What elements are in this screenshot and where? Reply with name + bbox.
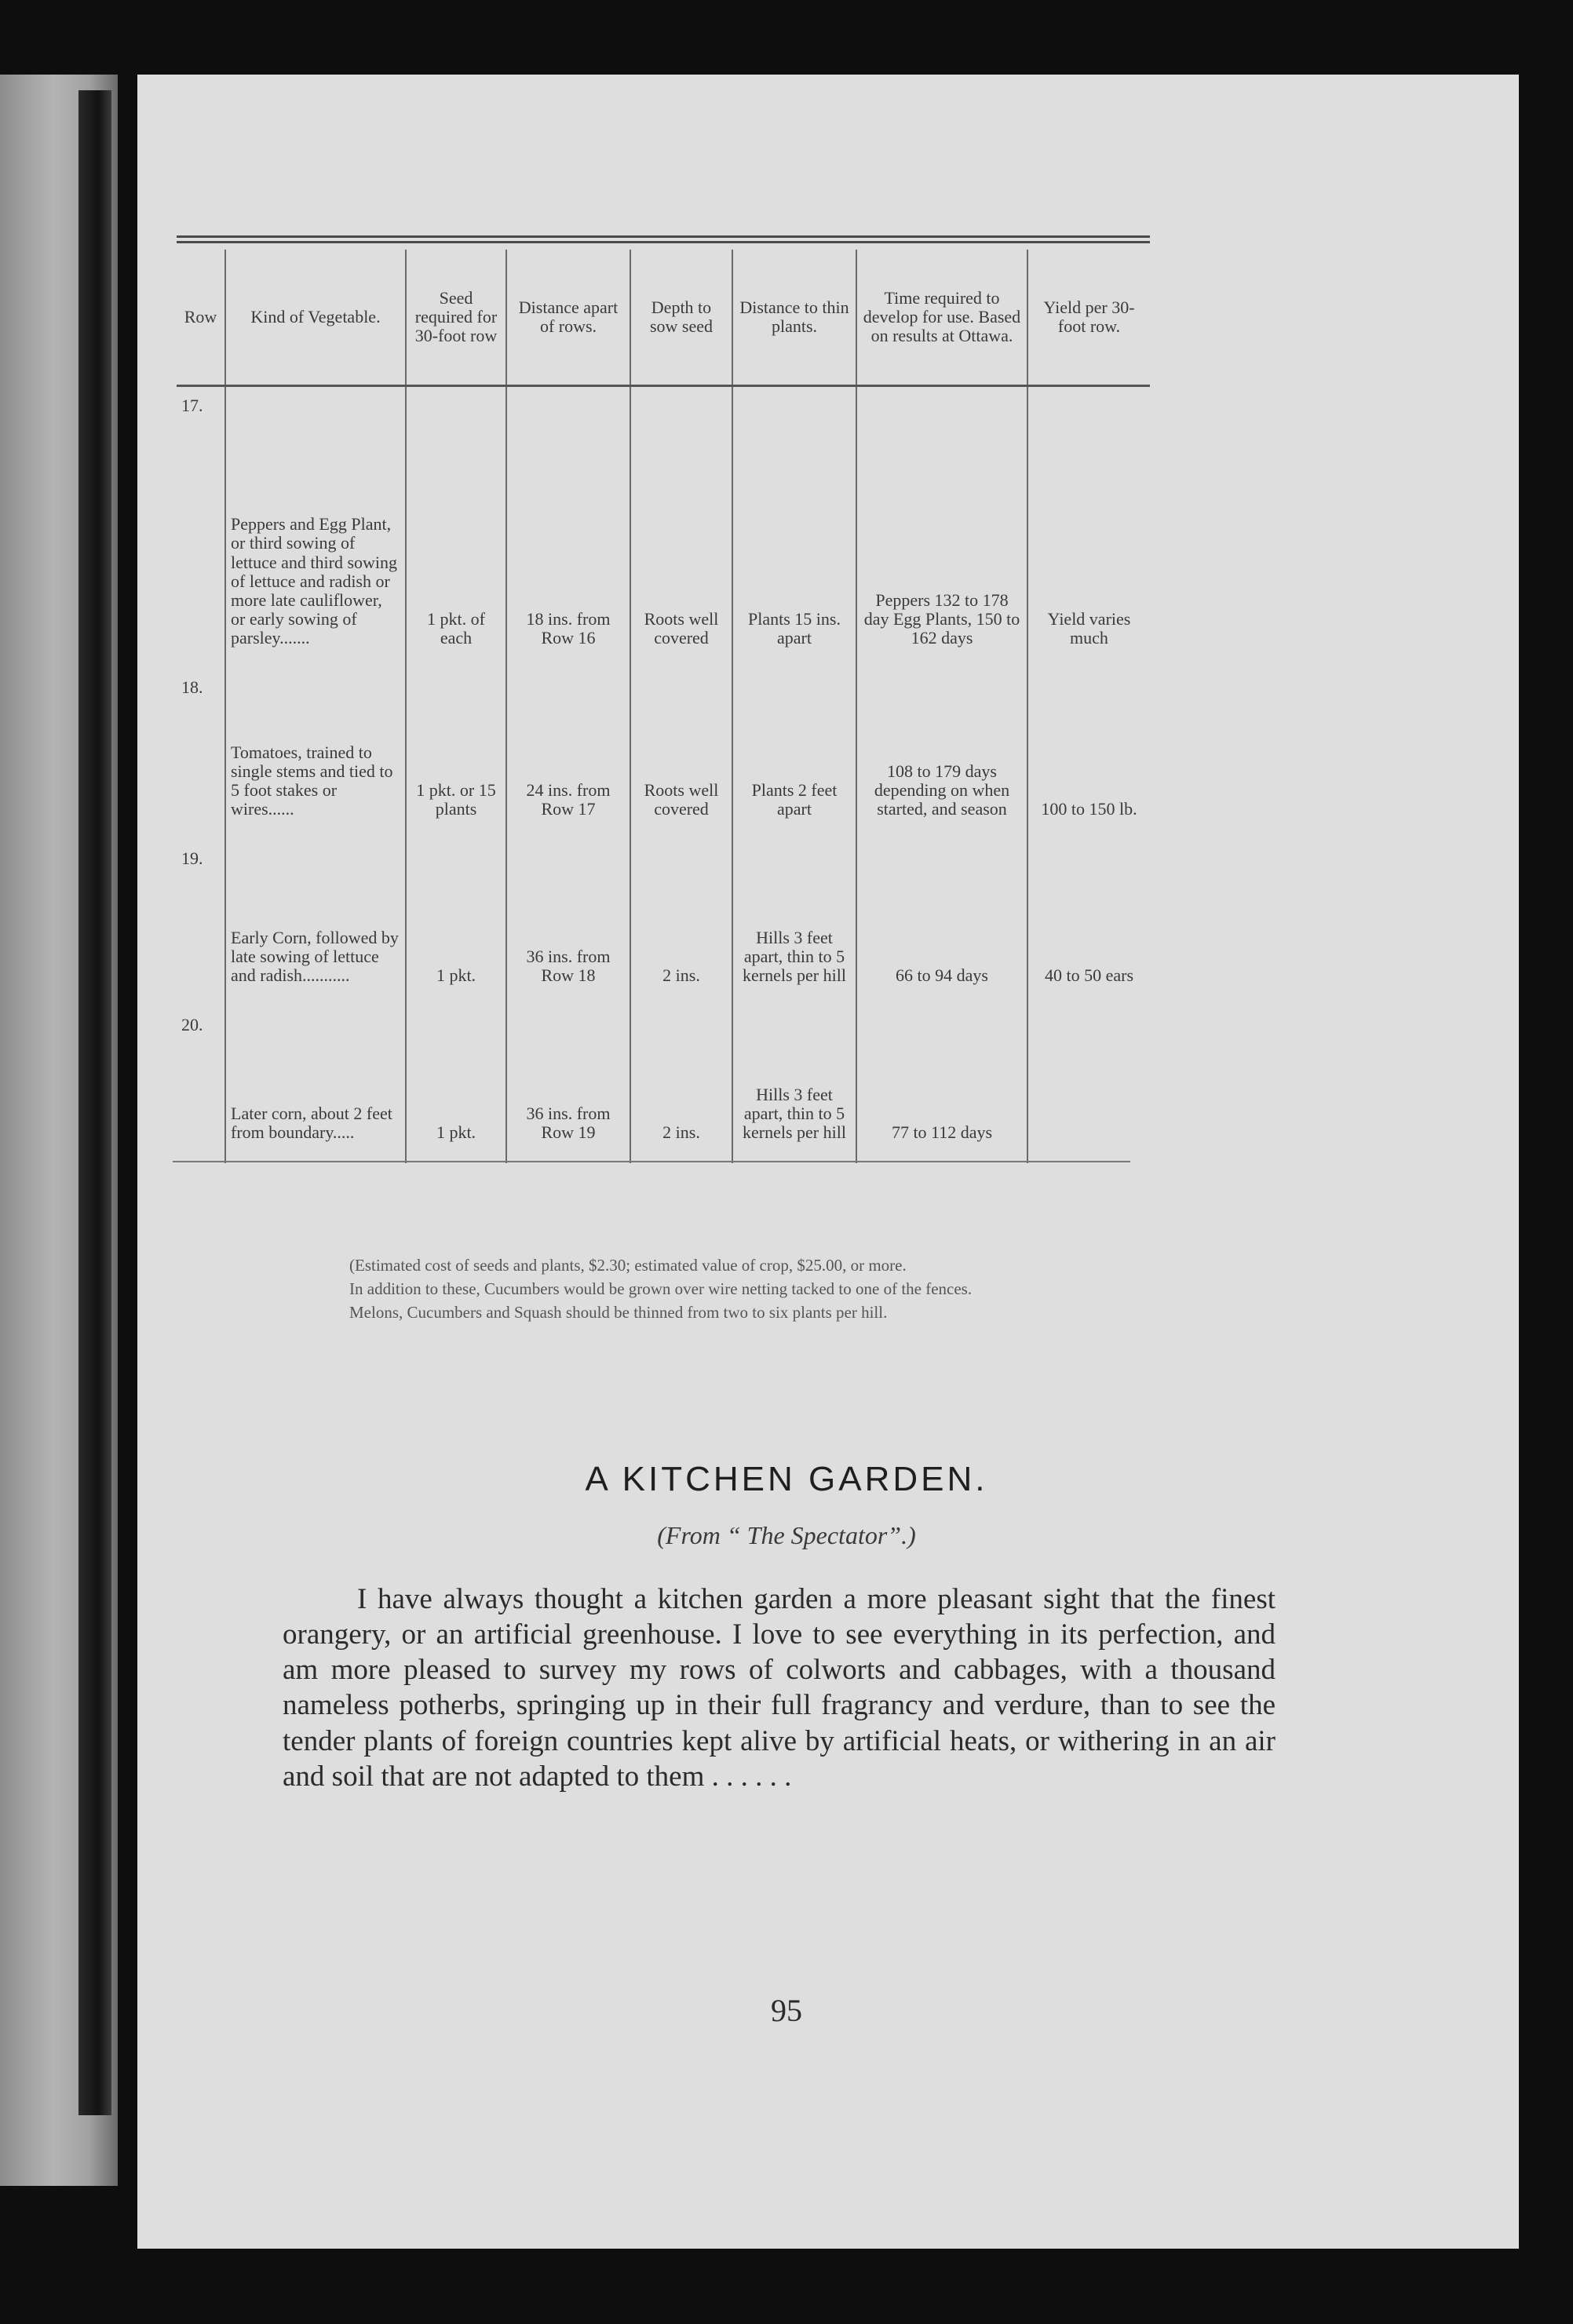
seed-required: 1 pkt. or 15 plants <box>406 669 506 840</box>
header-depth-to-sow: Depth to sow seed <box>630 250 732 386</box>
depth-to-sow: 2 ins. <box>630 840 732 1006</box>
distance-to-thin: Hills 3 feet apart, thin to 5 kernels per hill <box>732 1006 856 1163</box>
table-row <box>177 840 1150 1006</box>
header-distance-to-thin: Distance to thin plants. <box>732 250 856 386</box>
seed-required: 1 pkt. <box>406 840 506 1006</box>
row-number: 20. <box>181 1014 203 1034</box>
time-to-develop: Peppers 132 to 178 day Egg Plants, 150 to 162 days <box>856 386 1027 669</box>
table-header-row <box>177 250 1150 386</box>
depth-to-sow: Roots well covered <box>630 669 732 840</box>
vegetable-kind: Tomatoes, trained to single stems and tied to 5 foot stakes or wires...... <box>225 669 406 840</box>
distance-apart-rows: 36 ins. from Row 18 <box>506 840 630 1006</box>
page-number: 95 <box>771 1993 802 2028</box>
yield-per-row: 100 to 150 lb. <box>1027 669 1150 840</box>
table-row <box>177 669 1150 840</box>
seed-required: 1 pkt. <box>406 1006 506 1163</box>
header-row-number: Row <box>177 250 225 386</box>
header-time-required: Time required to develop for use. Based on results at Ottawa. <box>856 250 1027 386</box>
header-yield: Yield per 30-foot row. <box>1027 250 1150 386</box>
row-number: 17. <box>181 396 203 415</box>
footnote-thinning: Melons, Cucumbers and Squash should be thinned from two to six plants per hill. <box>349 1303 888 1323</box>
table-top-rule <box>177 235 1150 238</box>
yield-per-row <box>1027 1006 1150 1163</box>
depth-to-sow: 2 ins. <box>630 1006 732 1163</box>
distance-apart-rows: 36 ins. from Row 19 <box>506 1006 630 1163</box>
book-spine <box>78 90 111 2115</box>
article-source: (From “ The Spectator”.) <box>657 1521 916 1549</box>
header-distance-apart-of-rows: Distance apart of rows. <box>506 250 630 386</box>
vegetable-kind: Peppers and Egg Plant, or third sowing of lettuce and third sowing of lettuce and radish or more late cauliflower, or early sowing of parsley....... <box>225 386 406 669</box>
time-to-develop: 66 to 94 days <box>856 840 1027 1006</box>
table-row <box>177 386 1150 669</box>
article-body <box>283 1582 1276 1794</box>
footnote-cucumbers: In addition to these, Cucumbers would be grown over wire netting tacked to one of the fences. <box>349 1279 973 1299</box>
article-title: A KITCHEN GARDEN. <box>585 1460 988 1498</box>
row-number: 19. <box>181 848 203 868</box>
table-top-rule-inner <box>177 241 1150 243</box>
distance-to-thin: Hills 3 feet apart, thin to 5 kernels per hill <box>732 840 856 1006</box>
header-seed-required: Seed required for 30-foot row <box>406 250 506 386</box>
table-footnotes <box>349 1256 1291 1326</box>
distance-to-thin: Plants 2 feet apart <box>732 669 856 840</box>
table-bottom-rule <box>173 1161 1130 1162</box>
seed-required: 1 pkt. of each <box>406 386 506 669</box>
footnote-cost: (Estimated cost of seeds and plants, $2.30; estimated value of crop, $25.00, or more. <box>349 1256 907 1275</box>
header-kind-of-vegetable: Kind of Vegetable. <box>225 250 406 386</box>
table-row <box>177 1006 1150 1163</box>
vegetable-kind: Early Corn, followed by late sowing of lettuce and radish........... <box>225 840 406 1006</box>
vegetable-planting-table <box>177 250 1150 1163</box>
time-to-develop: 108 to 179 days depending on when started, and season <box>856 669 1027 840</box>
distance-to-thin: Plants 15 ins. apart <box>732 386 856 669</box>
yield-per-row: 40 to 50 ears <box>1027 840 1150 1006</box>
distance-apart-rows: 24 ins. from Row 17 <box>506 669 630 840</box>
vegetable-kind: Later corn, about 2 feet from boundary..... <box>225 1006 406 1163</box>
row-number: 18. <box>181 677 203 697</box>
depth-to-sow: Roots well covered <box>630 386 732 669</box>
time-to-develop: 77 to 112 days <box>856 1006 1027 1163</box>
article-paragraph: I have always thought a kitchen garden a more pleasant sight that the finest orangery, or an artificial greenhouse. I love to see everything in its perfection, and am more pleased to survey my rows of colworts and cabbages, with a thousand nameless potherbs, springing up in their full fragrancy and verdure, than to see the tender plants of foreign countries kept alive by artificial heats, or withering in an air and soil that are not adapted to them . . . . . . <box>283 1583 1276 1793</box>
distance-apart-rows: 18 ins. from Row 16 <box>506 386 630 669</box>
yield-per-row: Yield varies much <box>1027 386 1150 669</box>
